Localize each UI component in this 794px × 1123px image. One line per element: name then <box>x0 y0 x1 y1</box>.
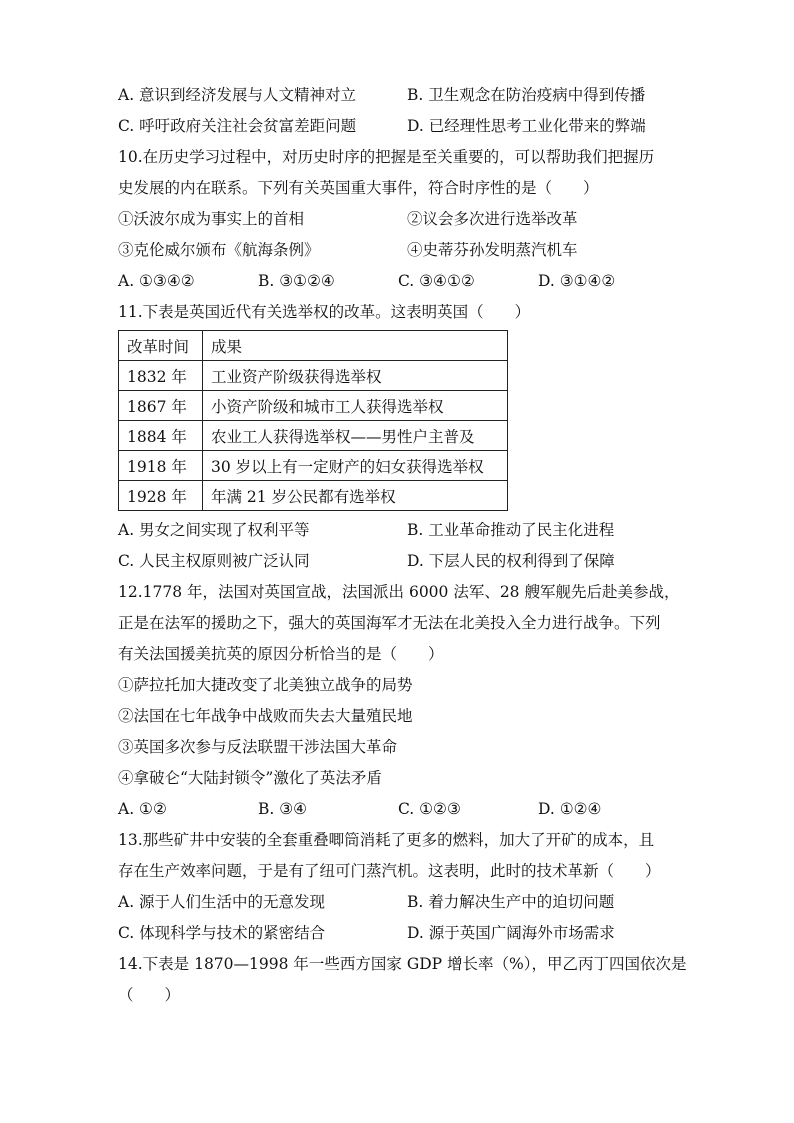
q9-options-row1 <box>118 80 678 111</box>
q13-option-c[interactable]: C. 体现科学与技术的紧密结合 <box>118 924 326 942</box>
q10-options <box>118 266 678 297</box>
q11-option-b[interactable]: B. 工业革命推动了民主化进程 <box>407 521 615 539</box>
q13-options-row2 <box>118 918 678 949</box>
q12-option-c[interactable]: C. ①②③ <box>398 800 461 818</box>
q12-option-b[interactable]: B. ③④ <box>258 800 308 818</box>
q11-option-d[interactable]: D. 下层人民的权利得到了保障 <box>407 552 615 570</box>
q12-item-1: ①萨拉托加大捷改变了北美独立战争的局势 <box>118 676 413 694</box>
table-row <box>119 391 508 421</box>
q12-option-a[interactable]: A. ①② <box>118 800 167 818</box>
table-cell-result: 工业资产阶级获得选举权 <box>203 361 508 391</box>
q12-stem-line2: 正是在法军的援助之下，强大的英国海军才无法在北美投入全力进行战争。下列 <box>118 614 661 632</box>
q13-stem-line1: 13.那些矿井中安装的全套重叠唧筒消耗了更多的燃料，加大了开矿的成本，且 <box>118 831 655 849</box>
table-row <box>119 451 508 481</box>
q11-stem: 11.下表是英国近代有关选举权的改革。这表明英国（ ） <box>118 303 531 321</box>
q11-options-row1 <box>118 515 678 546</box>
table-cell-year: 1884 年 <box>119 421 203 451</box>
table-cell-result: 年满 21 岁公民都有选举权 <box>203 481 508 511</box>
q12-item-4: ④拿破仑“大陆封锁令”激化了英法矛盾 <box>118 769 382 787</box>
q10-option-d[interactable]: D. ③①④② <box>538 272 616 290</box>
table-row <box>119 361 508 391</box>
table-cell-result: 小资产阶级和城市工人获得选举权 <box>203 391 508 421</box>
q11-options-row2 <box>118 546 678 577</box>
q10-option-b[interactable]: B. ③①②④ <box>258 272 335 290</box>
q13-options-row1 <box>118 887 678 918</box>
q13-option-a[interactable]: A. 源于人们生活中的无意发现 <box>118 893 326 911</box>
q11-option-c[interactable]: C. 人民主权原则被广泛认同 <box>118 552 310 570</box>
table-cell-year: 1832 年 <box>119 361 203 391</box>
table-header-row <box>119 331 508 361</box>
table-cell-year: 1928 年 <box>119 481 203 511</box>
q9-options-row2 <box>118 111 678 142</box>
table-cell-year: 1867 年 <box>119 391 203 421</box>
table-row <box>119 481 508 511</box>
q9-option-b[interactable]: B. 卫生观念在防治疫病中得到传播 <box>407 86 646 104</box>
q14-stem-line1: 14.下表是 1870—1998 年一些西方国家 GDP 增长率（%），甲乙丙丁四国依次是 <box>118 955 687 973</box>
table-cell-result: 农业工人获得选举权——男性户主普及 <box>203 421 508 451</box>
q10-items-row2 <box>118 235 678 266</box>
table-row <box>119 421 508 451</box>
q11-option-a[interactable]: A. 男女之间实现了权利平等 <box>118 521 310 539</box>
q13-option-b[interactable]: B. 着力解决生产中的迫切问题 <box>407 893 615 911</box>
q12-stem-line1: 12.1778 年，法国对英国宣战，法国派出 6000 法军、28 艘军舰先后赴美参战， <box>118 583 680 601</box>
q9-option-c[interactable]: C. 呼吁政府关注社会贫富差距问题 <box>118 117 357 135</box>
q10-stem-line1: 10.在历史学习过程中，对历史时序的把握是至关重要的，可以帮助我们把握历 <box>118 148 655 166</box>
q9-option-a[interactable]: A. 意识到经济发展与人文精神对立 <box>118 86 357 104</box>
q12-item-3: ③英国多次参与反法联盟干涉法国大革命 <box>118 738 398 756</box>
q10-item-1: ①沃波尔成为事实上的首相 <box>118 210 305 228</box>
q10-item-2: ②议会多次进行选举改革 <box>407 210 578 228</box>
q12-option-d[interactable]: D. ①②④ <box>538 800 602 818</box>
table-cell-result: 30 岁以上有一定财产的妇女获得选举权 <box>203 451 508 481</box>
q10-option-c[interactable]: C. ③④①② <box>398 272 475 290</box>
q10-item-3: ③克伦威尔颁布《航海条例》 <box>118 241 320 259</box>
q13-stem-line2: 存在生产效率问题，于是有了纽可门蒸汽机。这表明，此时的技术革新（ ） <box>118 862 661 880</box>
q10-stem-line2: 史发展的内在联系。下列有关英国重大事件，符合时序性的是（ ） <box>118 179 599 197</box>
q10-item-4: ④史蒂芬孙发明蒸汽机车 <box>407 241 578 259</box>
q9-option-d[interactable]: D. 已经理性思考工业化带来的弊端 <box>407 117 646 135</box>
table-header-result: 成果 <box>203 331 508 361</box>
q13-option-d[interactable]: D. 源于英国广阔海外市场需求 <box>407 924 615 942</box>
table-cell-year: 1918 年 <box>119 451 203 481</box>
q14-stem-line2: （ ） <box>118 986 181 1004</box>
q10-items-row1 <box>118 204 678 235</box>
q12-options <box>118 794 678 825</box>
exam-page <box>118 80 687 1011</box>
suffrage-reform-table <box>118 330 508 511</box>
q10-option-a[interactable]: A. ①③④② <box>118 272 195 290</box>
q12-stem-line3: 有关法国援美抗英的原因分析恰当的是（ ） <box>118 645 444 663</box>
q12-item-2: ②法国在七年战争中战败而失去大量殖民地 <box>118 707 413 725</box>
table-header-time: 改革时间 <box>119 331 203 361</box>
